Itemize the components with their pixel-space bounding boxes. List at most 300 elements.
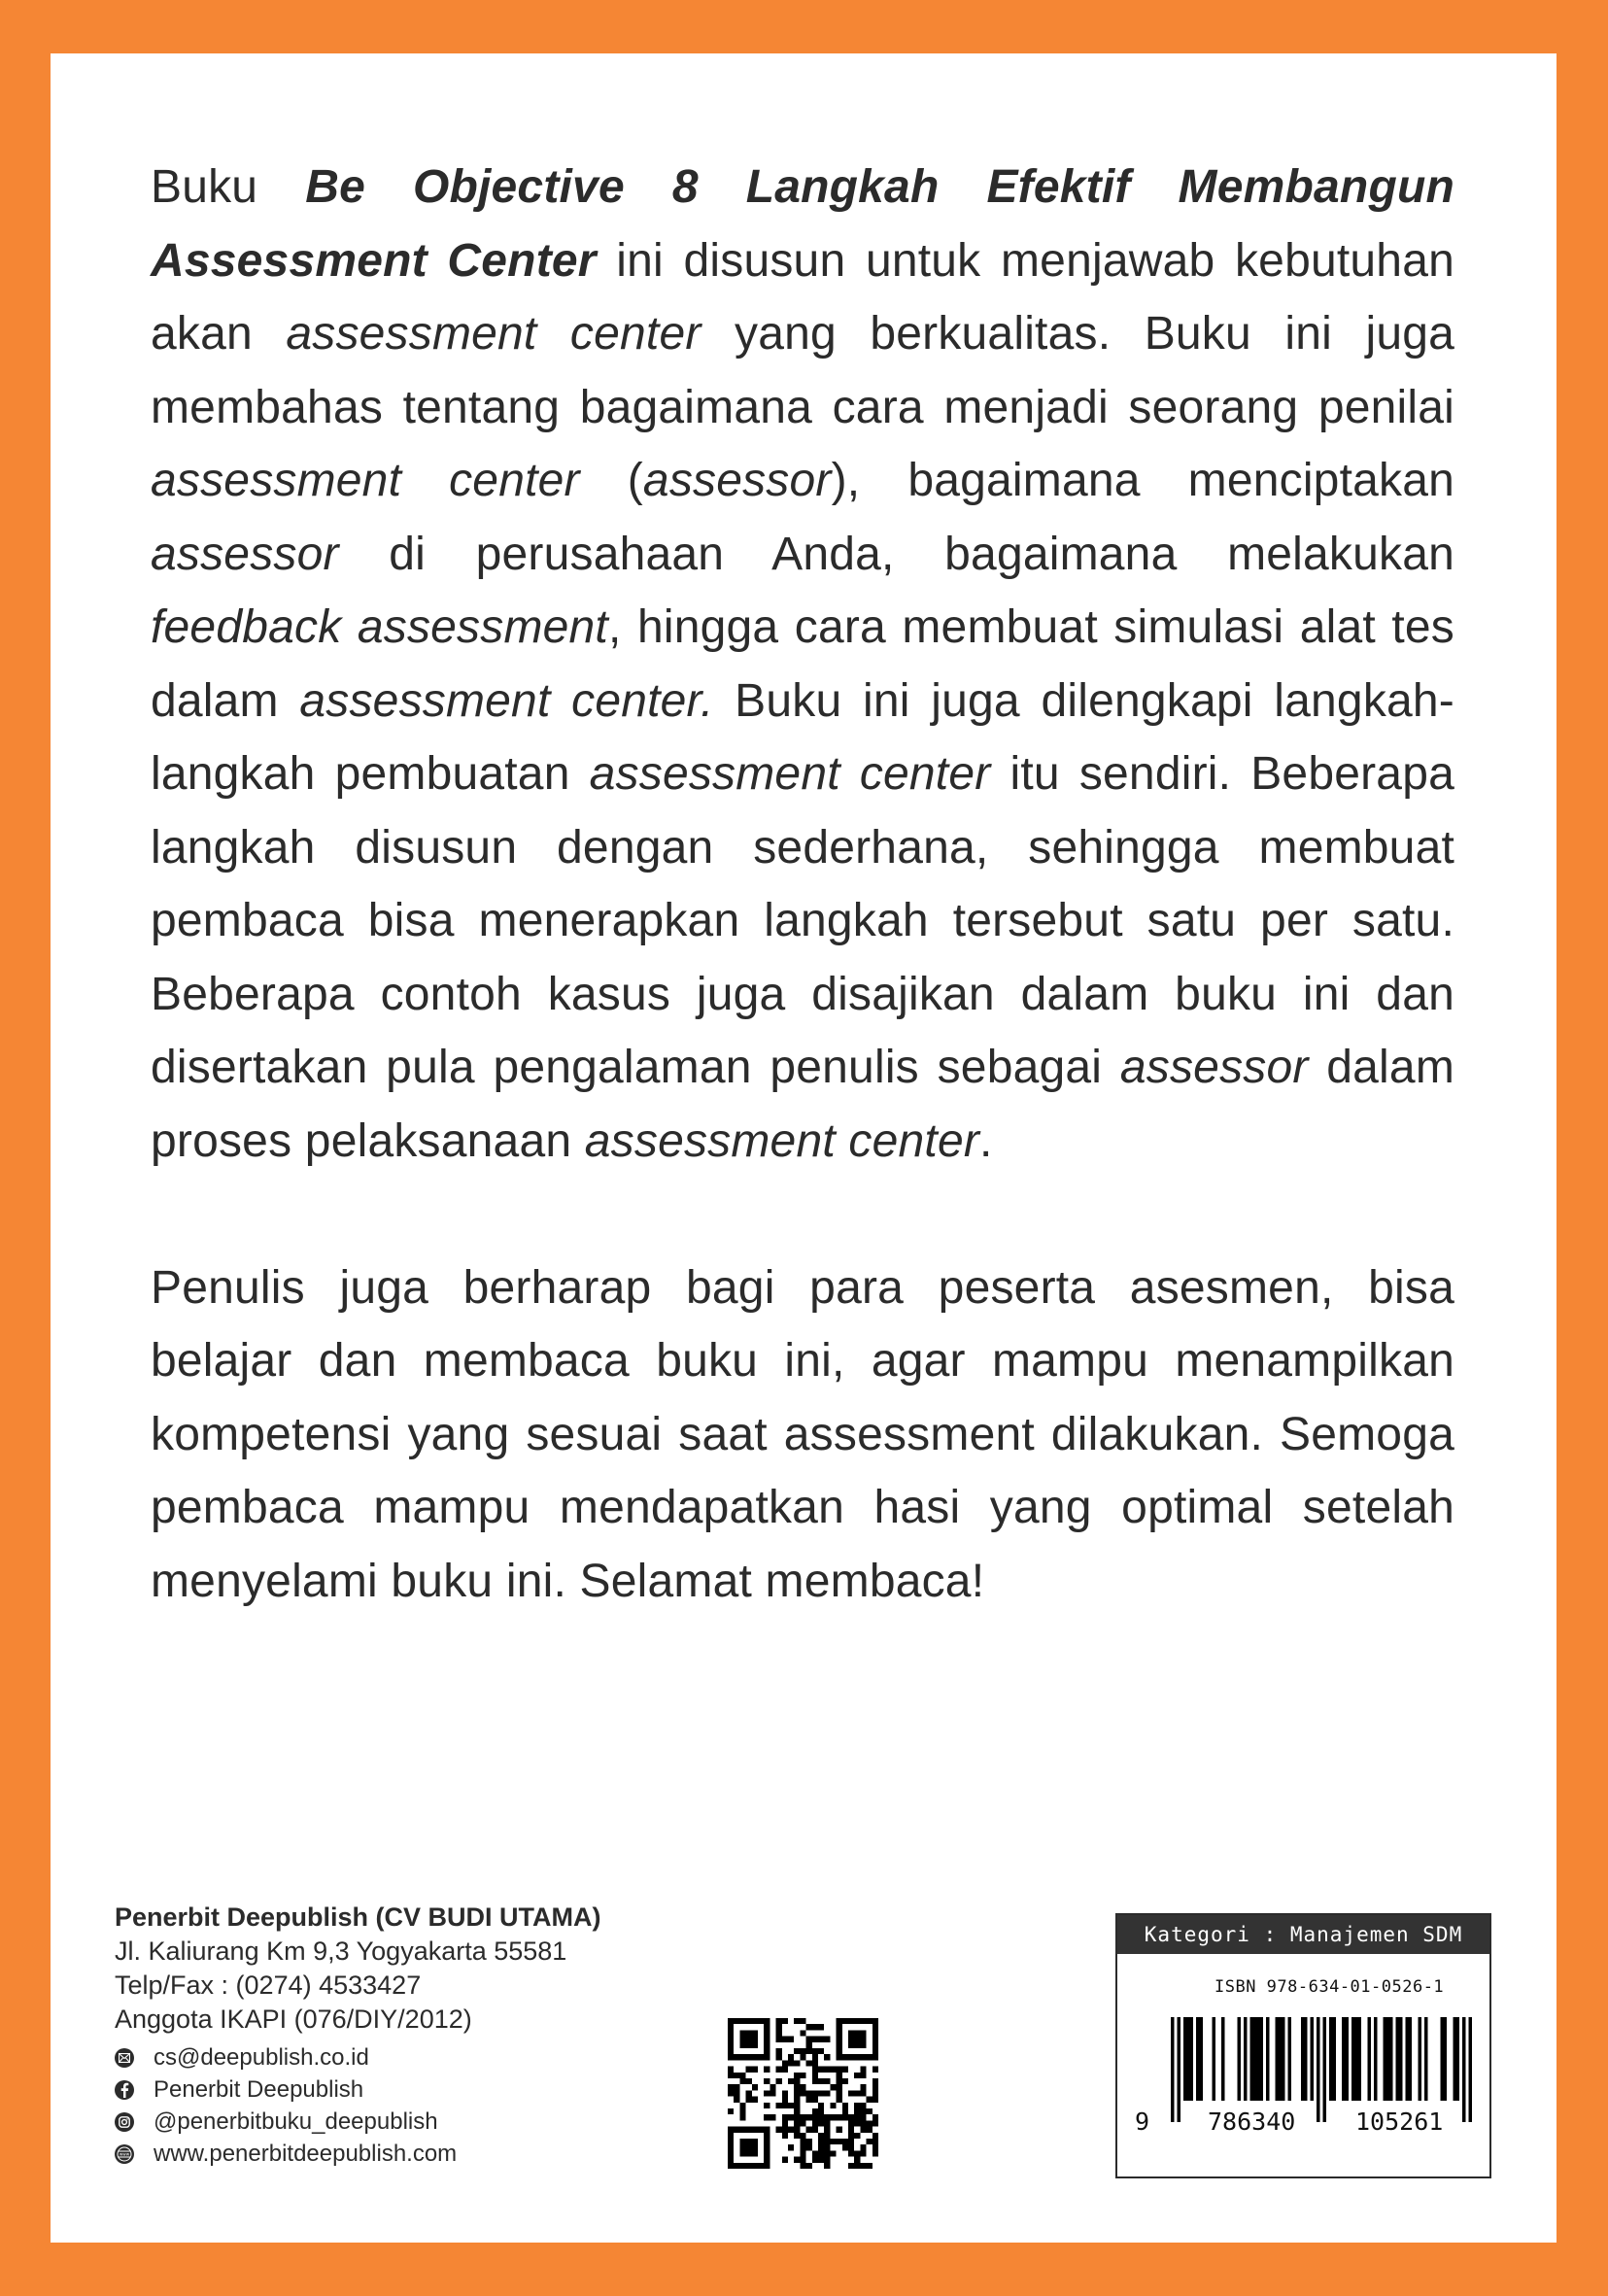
- qr-module: [872, 2024, 878, 2030]
- qr-module: [872, 2054, 878, 2060]
- qr-module: [794, 2157, 800, 2163]
- qr-module: [800, 2157, 805, 2163]
- qr-module: [782, 2090, 788, 2096]
- blurb-paragraph-2: Penulis juga berharap bagi para peserta asesmen, bisa belajar dan membaca buku ini, agar mampu menampilkan kompetensi yang sesuai saat assessment dilakukan. Semoga pembaca mampu mendapatkan hasi yang optimal setelah menyelami buku ini. Selamat membaca!: [151, 1261, 1454, 1607]
- qr-module: [867, 2139, 872, 2144]
- qr-module: [770, 2090, 775, 2096]
- qr-module: [848, 2150, 854, 2156]
- qr-module: [872, 2144, 878, 2150]
- qr-module: [728, 2139, 734, 2144]
- qr-module: [764, 2078, 770, 2084]
- qr-module: [842, 2067, 848, 2073]
- qr-module: [860, 2067, 866, 2073]
- qr-module: [860, 2108, 866, 2114]
- barcode-bar: [1253, 2017, 1256, 2101]
- qr-module: [837, 2054, 842, 2060]
- qr-module: [764, 2037, 770, 2042]
- qr-module: [746, 2090, 752, 2096]
- contact-email-text: cs@deepublish.co.id: [154, 2044, 369, 2071]
- qr-module: [837, 2024, 842, 2030]
- qr-module: [854, 2103, 860, 2108]
- qr-module: [860, 2054, 866, 2060]
- qr-module: [800, 2090, 805, 2096]
- qr-module: [867, 2108, 872, 2114]
- barcode-bar: [1196, 2017, 1199, 2101]
- text-run: .: [979, 1114, 993, 1167]
- barcode-bar: [1399, 2017, 1402, 2101]
- contact-facebook-text: Penerbit Deepublish: [154, 2076, 364, 2103]
- qr-module: [794, 2097, 800, 2103]
- contact-instagram[interactable]: [115, 2106, 601, 2138]
- facebook-icon: [115, 2080, 134, 2100]
- contact-website-text: www.penerbitdeepublish.com: [154, 2141, 458, 2167]
- qr-module: [728, 2144, 734, 2150]
- qr-module: [806, 2042, 812, 2048]
- qr-module: [746, 2037, 752, 2042]
- qr-module: [872, 2037, 878, 2042]
- publisher-name: Penerbit Deepublish (CV BUDI UTAMA): [115, 1902, 601, 1932]
- qr-module: [788, 2103, 794, 2108]
- italic-term: assessor: [151, 528, 339, 580]
- qr-module: [842, 2139, 848, 2144]
- barcode-bar: [1183, 2017, 1186, 2101]
- qr-module: [824, 2150, 830, 2156]
- qr-module: [872, 2048, 878, 2054]
- qr-module: [764, 2067, 770, 2073]
- qr-module: [812, 2097, 818, 2103]
- qr-module: [830, 2067, 836, 2073]
- qr-module: [794, 2090, 800, 2096]
- instagram-icon: [115, 2112, 134, 2132]
- qr-module: [728, 2127, 734, 2133]
- barcode-bar: [1238, 2017, 1241, 2101]
- contact-facebook[interactable]: [115, 2073, 601, 2106]
- qr-module: [764, 2054, 770, 2060]
- qr-module: [764, 2114, 770, 2120]
- qr-module: [824, 2133, 830, 2139]
- qr-module: [812, 2073, 818, 2078]
- qr-module: [806, 2090, 812, 2096]
- barcode-bar: [1301, 2017, 1304, 2101]
- qr-module: [734, 2084, 739, 2090]
- qr-module: [746, 2097, 752, 2103]
- qr-module: [812, 2078, 818, 2084]
- contact-website[interactable]: [115, 2138, 601, 2170]
- qr-module: [854, 2018, 860, 2024]
- qr-module: [794, 2133, 800, 2139]
- qr-module: [830, 2150, 836, 2156]
- publisher-phone: Telp/Fax : (0274) 4533427: [115, 1970, 422, 2000]
- qr-module: [824, 2114, 830, 2120]
- barcode-bar: [1276, 2017, 1279, 2101]
- barcode-digit-prefix: 9: [1135, 2108, 1150, 2136]
- qr-module: [818, 2139, 824, 2144]
- qr-module: [739, 2018, 745, 2024]
- qr-code[interactable]: [728, 2018, 878, 2169]
- barcode-bar: [1345, 2017, 1348, 2101]
- barcode-bar: [1311, 2017, 1314, 2101]
- qr-module: [734, 2097, 739, 2103]
- qr-module: [860, 2030, 866, 2036]
- qr-module: [746, 2139, 752, 2144]
- barcode-bar: [1384, 2017, 1386, 2101]
- qr-module: [788, 2037, 794, 2042]
- qr-module: [800, 2084, 805, 2090]
- svg-text:www: www: [119, 2151, 130, 2157]
- qr-module: [872, 2097, 878, 2103]
- qr-module: [746, 2127, 752, 2133]
- qr-module: [848, 2127, 854, 2133]
- text-run: , hingga cara membuat simulasi alat tes dalam: [151, 601, 1454, 727]
- qr-module: [728, 2048, 734, 2054]
- barcode-bar: [1250, 2017, 1253, 2101]
- barcode-digits-right: 105261: [1355, 2108, 1444, 2136]
- qr-module: [872, 2133, 878, 2139]
- qr-module: [867, 2018, 872, 2024]
- qr-module: [794, 2060, 800, 2066]
- qr-module: [848, 2114, 854, 2120]
- qr-module: [854, 2133, 860, 2139]
- qr-module: [872, 2078, 878, 2084]
- qr-module: [824, 2067, 830, 2073]
- qr-module: [776, 2024, 782, 2030]
- qr-module: [854, 2030, 860, 2036]
- qr-module: [776, 2054, 782, 2060]
- qr-module: [752, 2018, 758, 2024]
- qr-module: [788, 2078, 794, 2084]
- barcode-bar: [1288, 2017, 1291, 2101]
- barcode-bar: [1419, 2017, 1421, 2101]
- qr-module: [830, 2103, 836, 2108]
- qr-module: [782, 2120, 788, 2126]
- qr-module: [806, 2024, 812, 2030]
- qr-module: [752, 2144, 758, 2150]
- qr-module: [812, 2127, 818, 2133]
- qr-module: [746, 2078, 752, 2084]
- qr-module: [872, 2114, 878, 2120]
- qr-module: [812, 2157, 818, 2163]
- qr-module: [728, 2054, 734, 2060]
- qr-module: [794, 2084, 800, 2090]
- barcode-bar: [1440, 2017, 1443, 2101]
- italic-term: assessment center: [584, 1114, 980, 1167]
- qr-module: [848, 2133, 854, 2139]
- qr-module: [818, 2024, 824, 2030]
- barcode-bar: [1456, 2017, 1459, 2101]
- qr-module: [837, 2084, 842, 2090]
- qr-module: [800, 2120, 805, 2126]
- qr-code-graphic: [728, 2018, 878, 2169]
- barcode-bar: [1332, 2017, 1335, 2101]
- qr-module: [848, 2037, 854, 2042]
- qr-module: [758, 2018, 764, 2024]
- qr-module: [739, 2144, 745, 2150]
- barcode-bar: [1469, 2017, 1472, 2122]
- qr-module: [818, 2078, 824, 2084]
- qr-module: [837, 2018, 842, 2024]
- qr-module: [854, 2150, 860, 2156]
- qr-module: [848, 2139, 854, 2144]
- qr-module: [739, 2150, 745, 2156]
- italic-term: assessment center: [151, 455, 580, 506]
- qr-module: [848, 2042, 854, 2048]
- qr-module: [770, 2084, 775, 2090]
- qr-module: [794, 2078, 800, 2084]
- email-icon: [115, 2048, 134, 2068]
- qr-module: [728, 2030, 734, 2036]
- qr-module: [806, 2048, 812, 2054]
- text-run: ), bagaimana menciptakan: [831, 455, 1454, 506]
- qr-module: [842, 2114, 848, 2120]
- qr-module: [842, 2018, 848, 2024]
- contact-instagram-text: @penerbitbuku_deepublish: [154, 2108, 438, 2135]
- qr-module: [860, 2037, 866, 2042]
- qr-module: [837, 2090, 842, 2096]
- qr-module: [782, 2037, 788, 2042]
- contact-list: [115, 2041, 601, 2170]
- barcode-bar: [1178, 2017, 1180, 2122]
- qr-module: [818, 2103, 824, 2108]
- globe-icon: [115, 2144, 134, 2164]
- barcode-bar: [1190, 2017, 1193, 2101]
- qr-module: [728, 2090, 734, 2096]
- qr-module: [824, 2120, 830, 2126]
- qr-module: [728, 2037, 734, 2042]
- qr-module: [800, 2163, 805, 2169]
- barcode-bar: [1358, 2017, 1361, 2101]
- italic-term: assessor: [642, 455, 832, 506]
- qr-module: [860, 2103, 866, 2108]
- qr-module: [854, 2054, 860, 2060]
- qr-module: [860, 2090, 866, 2096]
- barcode-bar: [1367, 2017, 1370, 2101]
- qr-module: [837, 2042, 842, 2048]
- qr-module: [837, 2067, 842, 2073]
- qr-module: [776, 2030, 782, 2036]
- qr-module: [794, 2108, 800, 2114]
- qr-module: [812, 2108, 818, 2114]
- italic-term: assessor: [1119, 1042, 1309, 1093]
- qr-module: [806, 2114, 812, 2120]
- barcode-digits-left: 786340: [1208, 2108, 1296, 2136]
- qr-module: [854, 2157, 860, 2163]
- qr-module: [818, 2048, 824, 2054]
- barcode-bar: [1171, 2017, 1174, 2122]
- qr-module: [764, 2048, 770, 2054]
- qr-module: [734, 2163, 739, 2169]
- qr-module: [758, 2054, 764, 2060]
- qr-module: [794, 2018, 800, 2024]
- qr-module: [746, 2030, 752, 2036]
- barcode-bar: [1374, 2017, 1377, 2101]
- qr-module: [776, 2078, 782, 2084]
- qr-module: [728, 2042, 734, 2048]
- qr-module: [746, 2042, 752, 2048]
- qr-module: [800, 2139, 805, 2144]
- qr-module: [770, 2114, 775, 2120]
- qr-module: [806, 2144, 812, 2150]
- text-run: di perusahaan Anda, bagaimana melakukan: [338, 528, 1454, 580]
- qr-module: [860, 2018, 866, 2024]
- qr-module: [800, 2030, 805, 2036]
- qr-module: [867, 2097, 872, 2103]
- qr-module: [860, 2120, 866, 2126]
- qr-module: [734, 2073, 739, 2078]
- qr-module: [812, 2054, 818, 2060]
- italic-term: assessment center: [589, 748, 991, 800]
- qr-module: [794, 2073, 800, 2078]
- qr-module: [812, 2048, 818, 2054]
- qr-module: [854, 2163, 860, 2169]
- qr-module: [794, 2114, 800, 2120]
- qr-module: [764, 2103, 770, 2108]
- qr-module: [860, 2073, 866, 2078]
- qr-module: [837, 2048, 842, 2054]
- qr-module: [752, 2097, 758, 2103]
- qr-module: [758, 2163, 764, 2169]
- qr-module: [818, 2120, 824, 2126]
- qr-module: [728, 2157, 734, 2163]
- qr-module: [739, 2139, 745, 2144]
- barcode-bar: [1444, 2017, 1447, 2101]
- qr-module: [872, 2090, 878, 2096]
- qr-module: [788, 2144, 794, 2150]
- qr-module: [728, 2024, 734, 2030]
- qr-module: [837, 2097, 842, 2103]
- qr-module: [776, 2018, 782, 2024]
- qr-module: [800, 2114, 805, 2120]
- qr-module: [848, 2054, 854, 2060]
- qr-module: [800, 2073, 805, 2078]
- qr-module: [818, 2067, 824, 2073]
- qr-module: [806, 2060, 812, 2066]
- qr-module: [824, 2157, 830, 2163]
- barcode-bar: [1244, 2017, 1247, 2101]
- isbn-number: ISBN 978-634-01-0526-1: [1215, 1977, 1445, 1997]
- qr-module: [764, 2133, 770, 2139]
- qr-module: [812, 2114, 818, 2120]
- qr-module: [837, 2114, 842, 2120]
- qr-module: [734, 2127, 739, 2133]
- qr-module: [854, 2042, 860, 2048]
- qr-module: [734, 2090, 739, 2096]
- isbn-barcode-box: [1115, 1913, 1491, 2178]
- barcode-bar: [1354, 2017, 1357, 2101]
- qr-module: [806, 2097, 812, 2103]
- qr-module: [806, 2163, 812, 2169]
- qr-module: [739, 2103, 745, 2108]
- qr-module: [818, 2150, 824, 2156]
- qr-module: [812, 2024, 818, 2030]
- qr-module: [746, 2163, 752, 2169]
- barcode-bar: [1396, 2017, 1399, 2101]
- qr-module: [782, 2103, 788, 2108]
- qr-module: [842, 2078, 848, 2084]
- qr-module: [739, 2108, 745, 2114]
- qr-module: [854, 2073, 860, 2078]
- qr-module: [806, 2139, 812, 2144]
- qr-module: [764, 2018, 770, 2024]
- qr-module: [728, 2073, 734, 2078]
- qr-module: [739, 2127, 745, 2133]
- qr-module: [837, 2073, 842, 2078]
- qr-module: [830, 2139, 836, 2144]
- qr-module: [872, 2030, 878, 2036]
- qr-module: [854, 2037, 860, 2042]
- qr-module: [782, 2060, 788, 2066]
- qr-module: [788, 2060, 794, 2066]
- barcode-bar: [1212, 2017, 1215, 2101]
- qr-module: [752, 2084, 758, 2090]
- qr-module: [800, 2144, 805, 2150]
- qr-module: [782, 2067, 788, 2073]
- qr-module: [788, 2127, 794, 2133]
- contact-email[interactable]: [115, 2041, 601, 2073]
- qr-module: [812, 2067, 818, 2073]
- barcode-bar: [1256, 2017, 1259, 2101]
- qr-module: [764, 2030, 770, 2036]
- barcode-bar: [1323, 2017, 1326, 2122]
- qr-module: [872, 2018, 878, 2024]
- qr-module: [764, 2042, 770, 2048]
- qr-module: [800, 2150, 805, 2156]
- qr-module: [872, 2084, 878, 2090]
- qr-module: [794, 2120, 800, 2126]
- qr-module: [800, 2048, 805, 2054]
- qr-module: [758, 2127, 764, 2133]
- book-blurb: [151, 151, 1454, 1618]
- qr-module: [854, 2120, 860, 2126]
- qr-module: [800, 2018, 805, 2024]
- qr-module: [794, 2103, 800, 2108]
- qr-module: [794, 2127, 800, 2133]
- qr-module: [764, 2127, 770, 2133]
- blurb-paragraph-1: [151, 151, 1454, 1178]
- qr-module: [739, 2073, 745, 2078]
- qr-module: [728, 2018, 734, 2024]
- qr-module: [752, 2139, 758, 2144]
- qr-module: [837, 2127, 842, 2133]
- text-run: yang berkualitas. Buku ini juga membahas tentang bagaimana cara menjadi seorang penilai: [151, 308, 1455, 433]
- qr-module: [752, 2054, 758, 2060]
- qr-module: [812, 2150, 818, 2156]
- qr-module: [782, 2133, 788, 2139]
- qr-module: [812, 2090, 818, 2096]
- qr-module: [824, 2163, 830, 2169]
- back-cover-page: [51, 53, 1557, 2243]
- barcode-bar: [1221, 2017, 1224, 2101]
- qr-module: [782, 2157, 788, 2163]
- qr-module: [812, 2060, 818, 2066]
- qr-module: [842, 2108, 848, 2114]
- barcode-bar: [1405, 2017, 1408, 2101]
- qr-module: [752, 2150, 758, 2156]
- qr-module: [867, 2120, 872, 2126]
- text-run: dalam proses pelaksanaan: [151, 1042, 1454, 1167]
- text-run: Buku ini juga dilengkapi langkah-langkah pembuatan: [151, 674, 1454, 800]
- qr-module: [788, 2054, 794, 2060]
- qr-module: [800, 2054, 805, 2060]
- qr-module: [824, 2054, 830, 2060]
- qr-module: [776, 2103, 782, 2108]
- qr-module: [800, 2133, 805, 2139]
- barcode-bar: [1462, 2017, 1465, 2122]
- barcode-bar: [1424, 2017, 1427, 2101]
- qr-module: [806, 2037, 812, 2042]
- qr-module: [860, 2042, 866, 2048]
- qr-module: [746, 2067, 752, 2073]
- italic-term: feedback assessment: [151, 601, 608, 653]
